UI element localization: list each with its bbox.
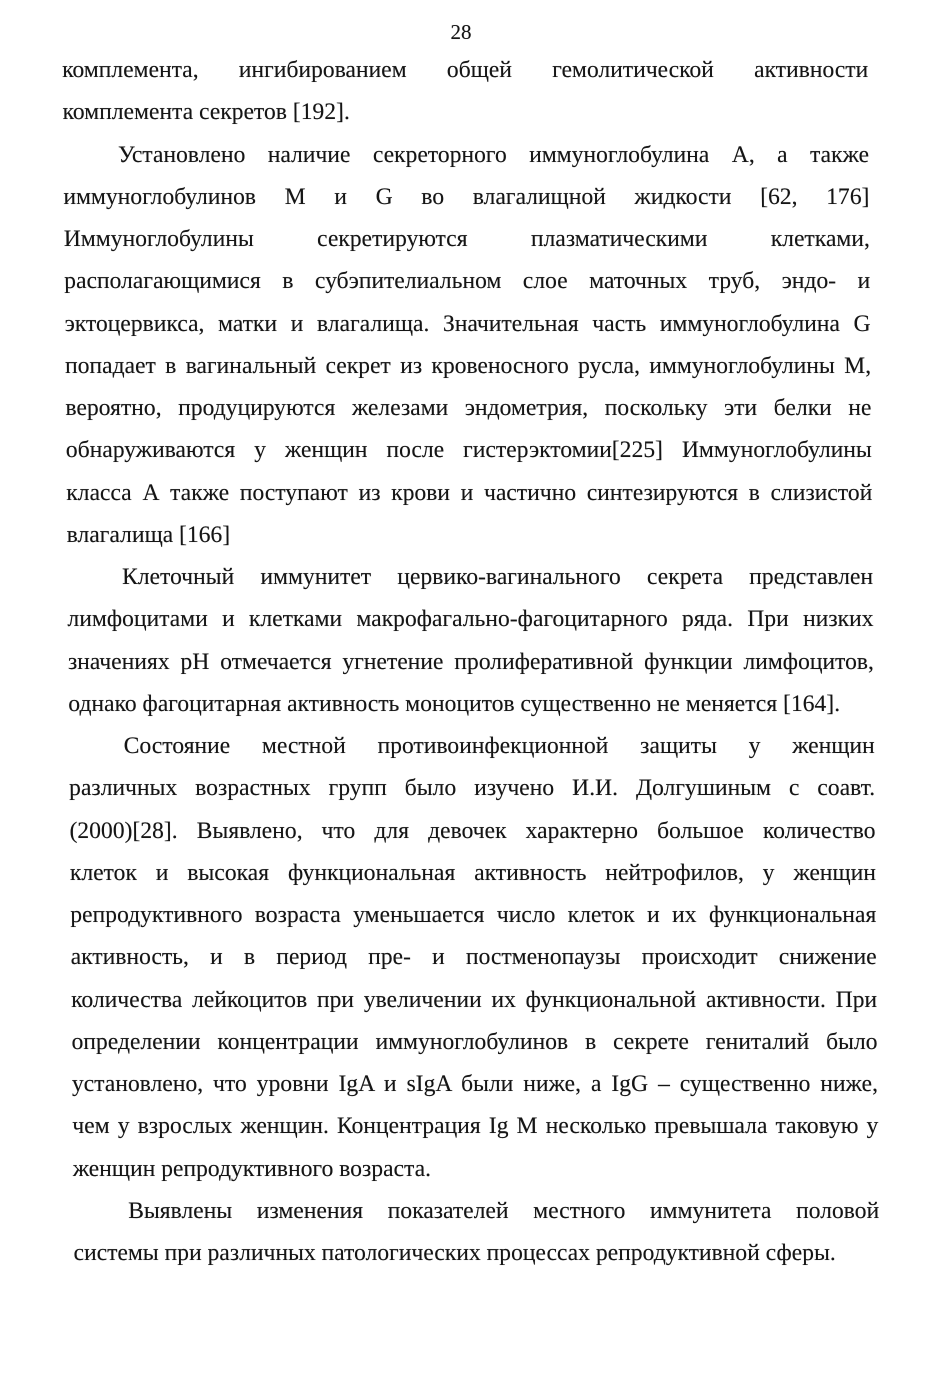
text-line: активность, и в период пре- и постменопаузы происходит снижение: [70, 944, 877, 971]
text-line: Выявлены изменения показателей местного иммунитета половой: [128, 1197, 880, 1224]
paragraph-1: [62, 49, 869, 134]
text-line: попадает в вагинальный секрет из кровеносного русла, иммуноглобулины М,: [64, 352, 872, 379]
text-line: Установлено наличие секреторного иммуноглобулина А, а также: [117, 141, 870, 168]
text-line: располагающимися в субэпителиальном слое маточных труб, эндо- и: [64, 268, 871, 295]
paragraph-5: [73, 1190, 880, 1275]
text-line: влагалища [166]: [66, 521, 231, 548]
text-line: количества лейкоцитов при увеличении их функциональной активности. При: [70, 986, 878, 1013]
text-line: вероятно, продуцируются железами эндометрия, поскольку эти белки не: [65, 395, 872, 421]
text-line: женщин репродуктивного возраста.: [72, 1155, 432, 1182]
text-line: системы при различных патологических процессах репродуктивной сферы.: [73, 1240, 836, 1266]
text-line: репродуктивного возраста уменьшается число клеток и их функциональная: [70, 902, 877, 928]
text-line: комплемента, ингибированием общей гемолитической активности: [62, 57, 869, 83]
text-line: обнаруживаются у женщин после гистерэктомии[225] Иммуноглобулины: [65, 437, 872, 464]
text-line: комплемента секретов [192].: [62, 99, 350, 126]
text-line: установлено, что уровни IgA и sIgA были ниже, а IgG – существенно ниже,: [71, 1071, 879, 1097]
text-line: значениях рН отмечается угнетение пролиферативной функции лимфоцитов,: [67, 648, 875, 675]
text-line: клеток и высокая функциональная активность нейтрофилов, у женщин: [69, 859, 877, 886]
text-line: различных возрастных групп было изучено И.И. Долгушиным с соавт.: [68, 775, 876, 802]
text-line: иммуноглобулинов М и G во влагалищной жидкости [62, 176]: [63, 183, 870, 210]
text-line: определении концентрации иммуноглобулинов в секрете гениталий было: [71, 1028, 878, 1055]
text-line: однако фагоцитарная активность моноцитов существенно не меняется [164].: [68, 690, 841, 717]
text-line: класса А также поступают из крови и частично синтезируются в слизистой: [66, 479, 873, 506]
body-text: [62, 49, 880, 1274]
text-line: Иммуноглобулины секретируются плазматическими клетками,: [63, 226, 870, 252]
paragraph-2: [63, 134, 873, 557]
text-line: лимфоцитами и клетками макрофагально-фагоцитарного ряда. При низких: [67, 606, 874, 633]
text-line: чем у взрослых женщин. Концентрация Ig М несколько превышала таковую у: [72, 1113, 879, 1140]
page-number: 28: [450, 20, 472, 44]
text-line: эктоцервикса, матки и влагалища. Значительная часть иммуноглобулина G: [64, 310, 871, 337]
text-line: Состояние местной противоинфекционной защиты у женщин: [123, 733, 875, 759]
paragraph-3: [67, 556, 875, 725]
paragraph-4: [68, 725, 878, 1190]
text-line: (2000)[28]. Выявлено, что для девочек характерно большое количество: [69, 817, 876, 844]
text-line: Клеточный иммунитет цервико-вагинального секрета представлен: [121, 564, 874, 590]
